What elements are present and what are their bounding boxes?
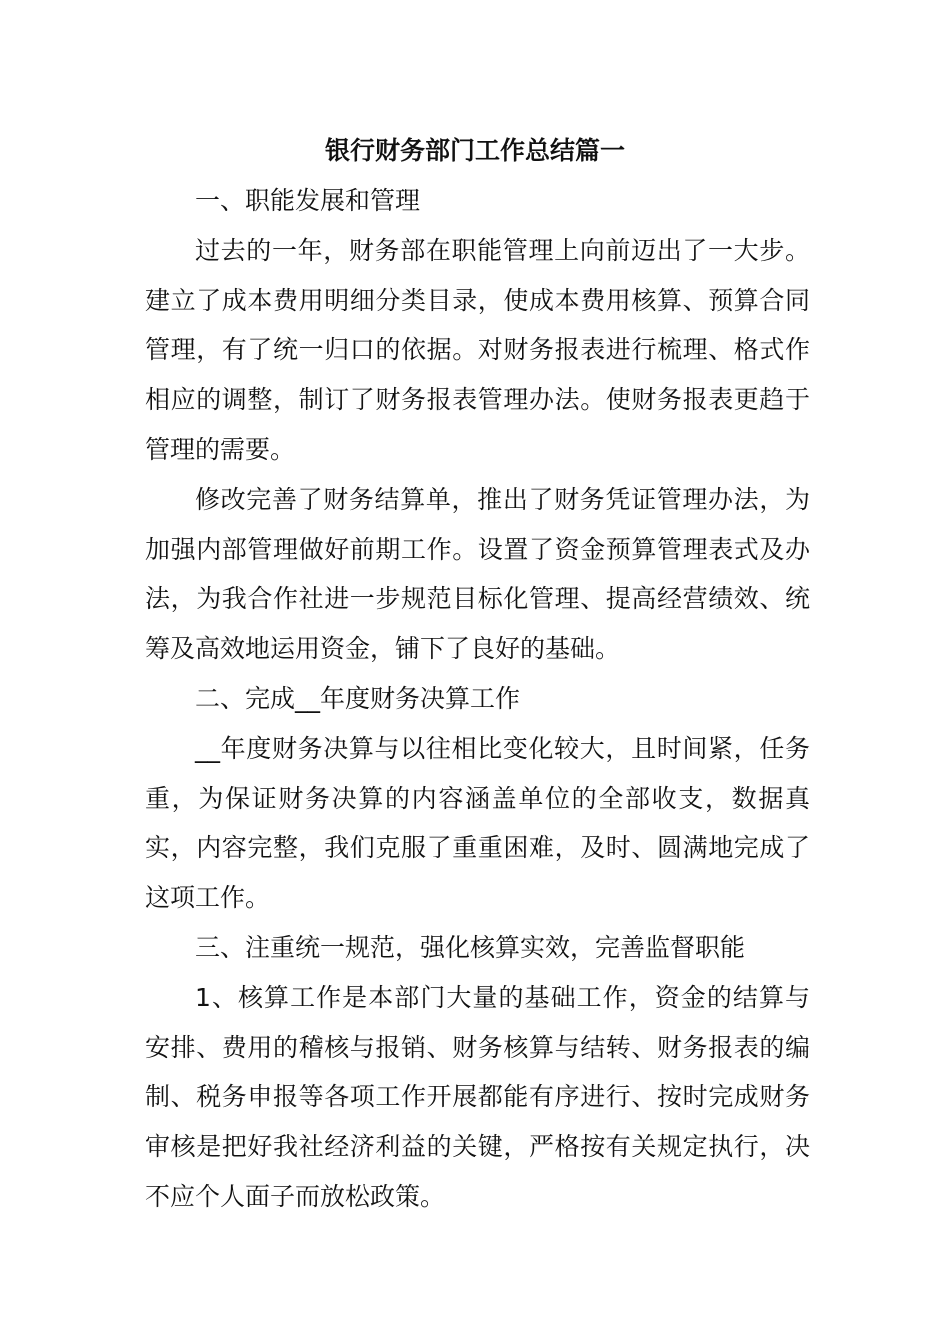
section-heading-1: 一、职能发展和管理: [195, 186, 421, 215]
paragraph-4: 1、核算工作是本部门大量的基础工作，资金的结算与安排、费用的稽核与报销、财务核算与结转、财务报表的编制、税务申报等各项工作开展都能有序进行、按时完成财务审核是把好我社经济利益的关键，严格按有关规定执行，决不应个人面子而放松政策。: [145, 982, 810, 1211]
paragraph-2: 修改完善了财务结算单，推出了财务凭证管理办法，为加强内部管理做好前期工作。设置了资金预算管理表式及办法，为我合作社进一步规范目标化管理、提高经营绩效、统筹及高效地运用资金，铺下了良好的基础。: [145, 484, 810, 664]
paragraph-1: 过去的一年，财务部在职能管理上向前迈出了一大步。建立了成本费用明细分类目录，使成本费用核算、预算合同管理，有了统一归口的依据。对财务报表进行梳理、格式作相应的调整，制订了财务报表管理办法。使财务报表更趋于管理的需要。: [145, 235, 810, 464]
section-heading-3: 三、注重统一规范，强化核算实效，完善监督职能: [195, 932, 746, 962]
section-heading-2: 二、完成__年度财务决算工作: [195, 683, 521, 713]
paragraph-3: __年度财务决算与以往相比变化较大，且时间紧，任务重，为保证财务决算的内容涵盖单位的全部收支，数据真实，内容完整，我们克服了重重困难，及时、圆满地完成了这项工作。: [145, 733, 810, 913]
document-title: 银行财务部门工作总结篇一: [324, 136, 625, 165]
document-body: [145, 176, 810, 1222]
